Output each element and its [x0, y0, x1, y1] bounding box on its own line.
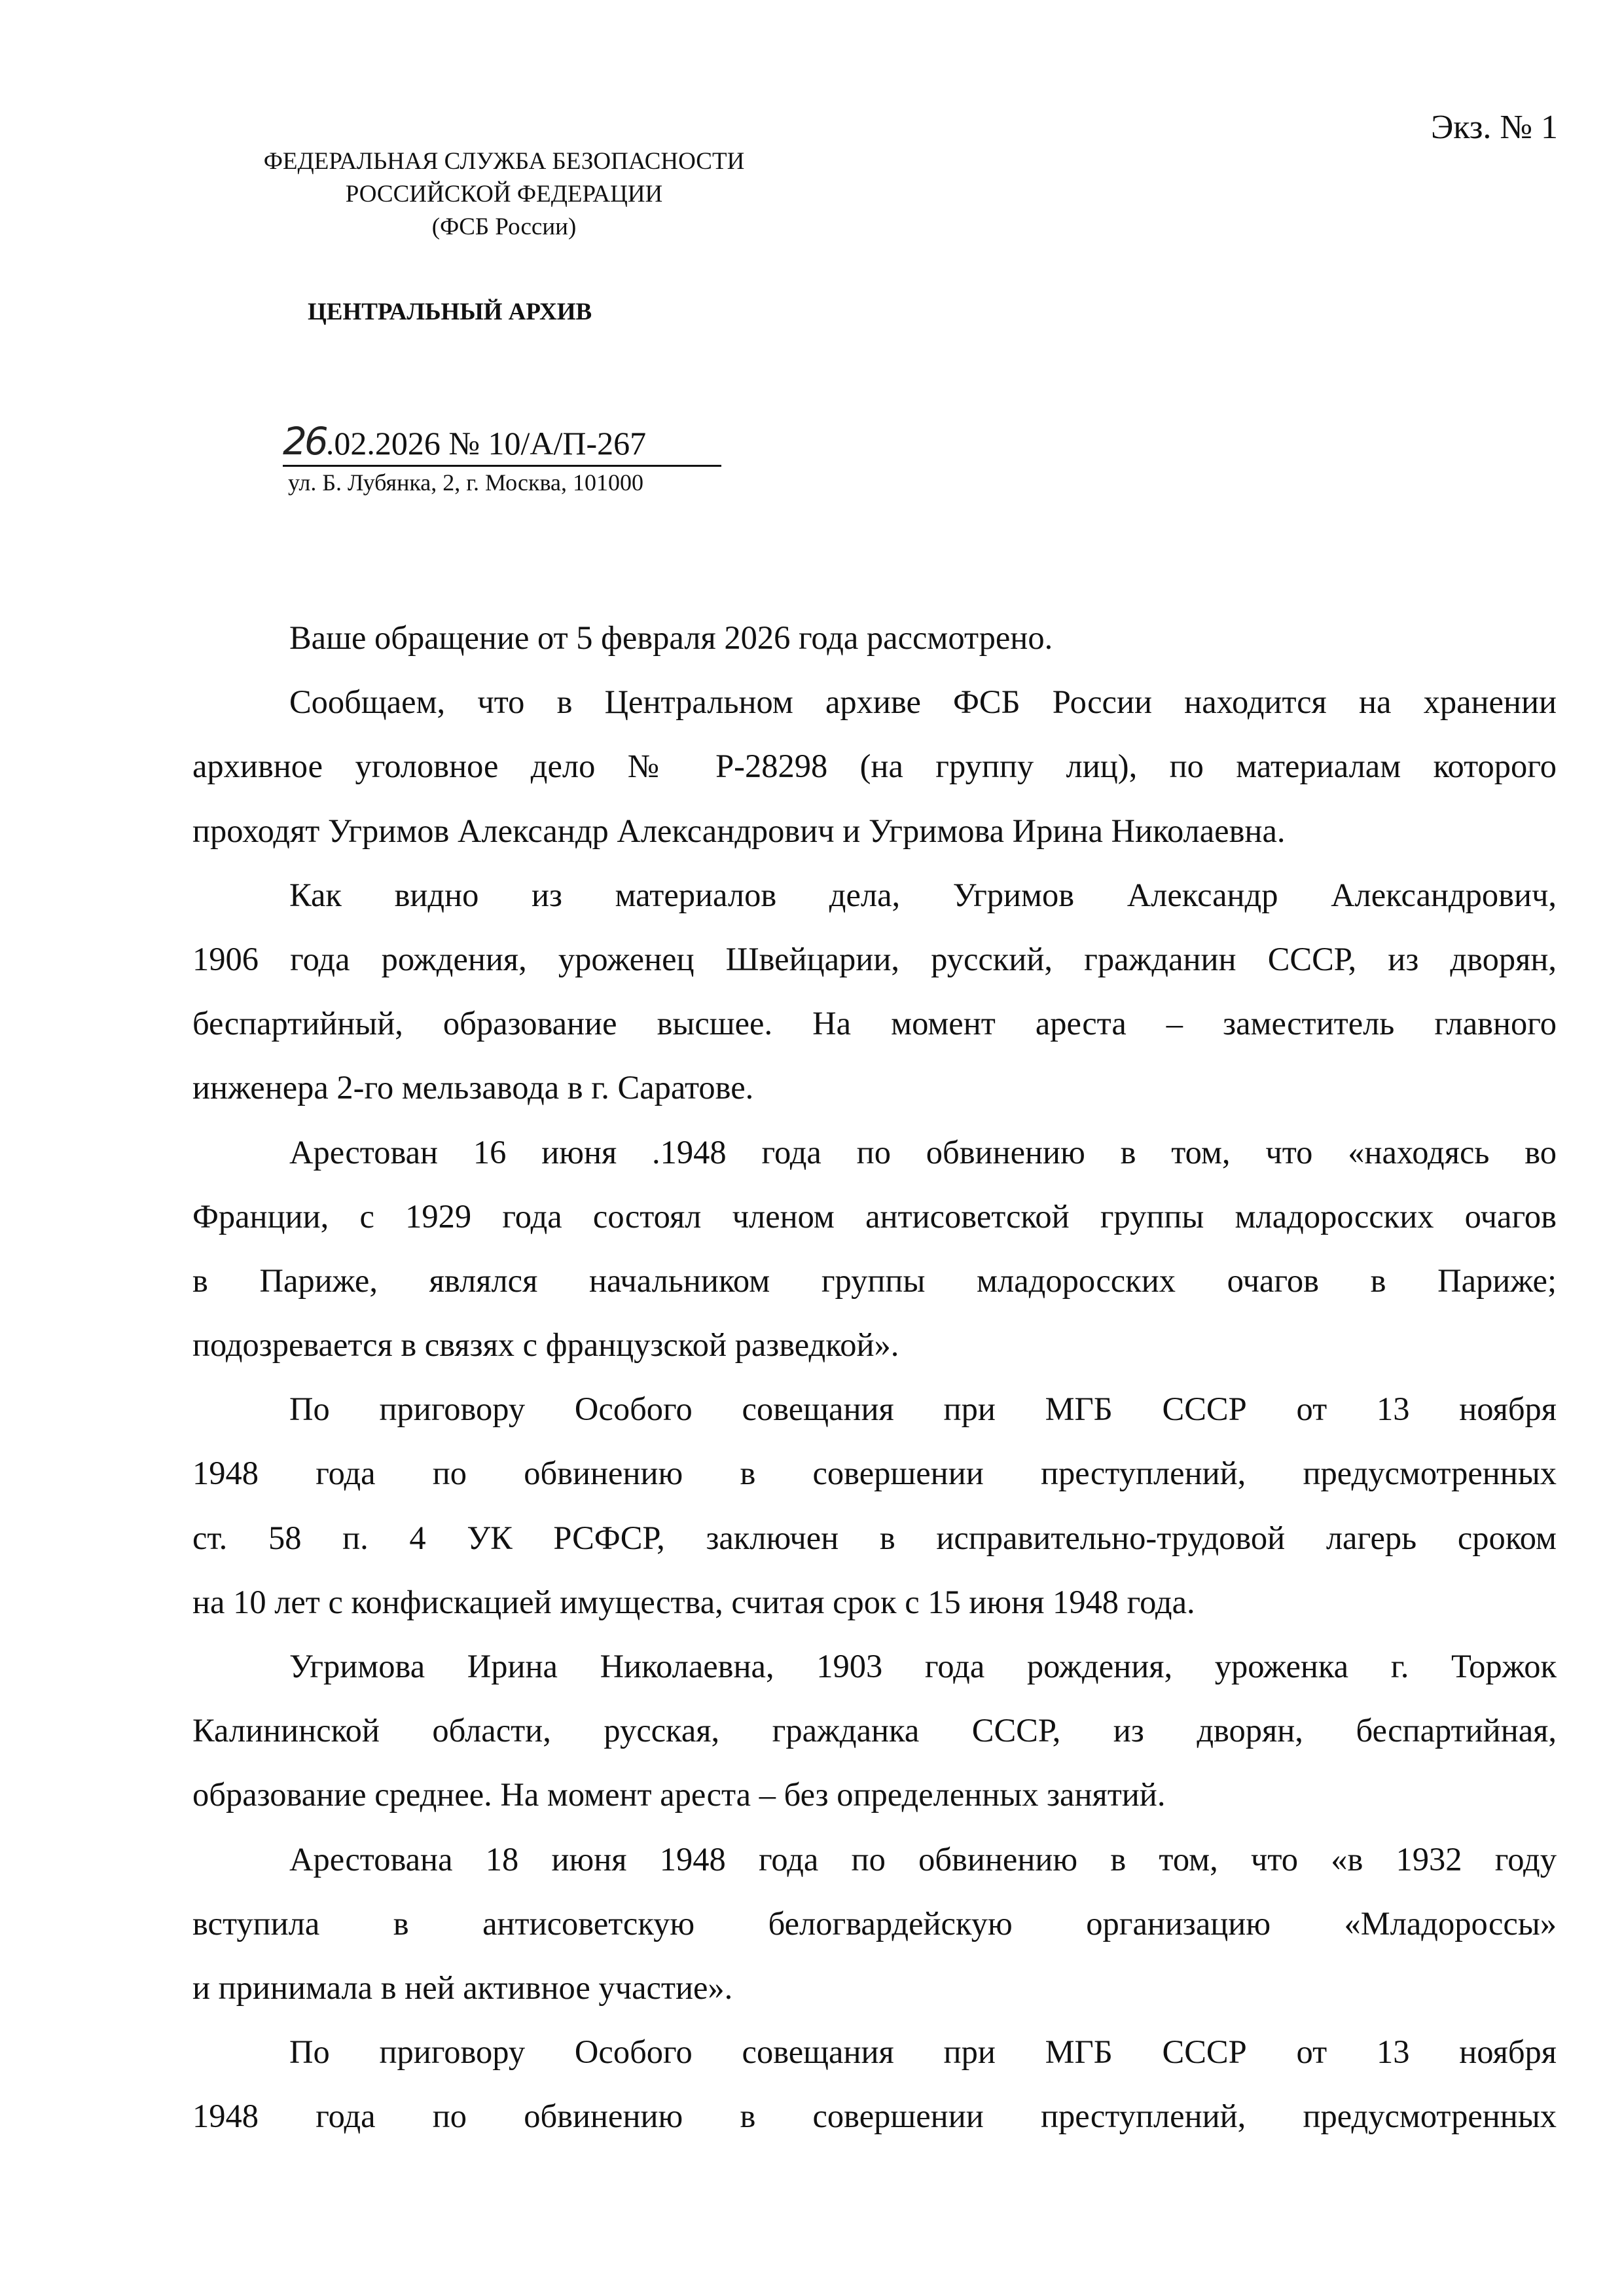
paragraph-line: беспартийный, образование высшее. На момент ареста – заместитель главного — [192, 1005, 1557, 1042]
paragraph-line: инженера 2-го мельзавода в г. Саратове. — [192, 1069, 754, 1106]
paragraph-line: образование среднее. На момент ареста – без определенных занятий. — [192, 1776, 1166, 1813]
document-reference — [283, 418, 721, 467]
paragraph-line: По приговору Особого совещания при МГБ СССР от 13 ноября — [289, 2033, 1557, 2071]
paragraph-line: подозревается в связях с французской разведкой». — [192, 1326, 899, 1364]
paragraph-line: Калининской области, русская, гражданка СССР, из дворян, беспартийная, — [192, 1712, 1557, 1749]
paragraph-line: на 10 лет с конфискацией имущества, считая срок с 15 июня 1948 года. — [192, 1583, 1195, 1620]
letter-body — [192, 606, 1557, 2149]
handwritten-day: 26 — [283, 419, 326, 464]
agency-header — [209, 145, 799, 244]
agency-name-line1: ФЕДЕРАЛЬНАЯ СЛУЖБА БЕЗОПАСНОСТИ — [263, 148, 745, 175]
paragraph-line: Сообщаем, что в Центральном архиве ФСБ России находится на хранении — [289, 683, 1557, 721]
paragraph-line: 1948 года по обвинению в совершении преступлений, предусмотренных — [192, 2098, 1557, 2135]
agency-name-line2: РОССИЙСКОЙ ФЕДЕРАЦИИ — [345, 181, 663, 208]
paragraph-line: и принимала в ней активное участие». — [192, 1969, 733, 2006]
paragraph-line: Франции, с 1929 года состоял членом антисоветской группы младоросских очагов — [192, 1197, 1557, 1235]
paragraph-line: вступила в антисоветскую белогвардейскую организацию «Младороссы» — [192, 1904, 1557, 1942]
paragraph-line: ст. 58 п. 4 УК РСФСР, заключен в исправительно-трудовой лагерь сроком — [192, 1519, 1557, 1556]
paragraph-line: в Париже, являлся начальником группы младоросских очагов в Париже; — [192, 1262, 1557, 1299]
paragraph-line: Ваше обращение от 5 февраля 2026 года рассмотрено. — [289, 619, 1053, 656]
department-name: ЦЕНТРАЛЬНЫЙ АРХИВ — [308, 299, 592, 325]
paragraph-line: Арестован 16 июня .1948 года по обвинению в том, что «находясь во — [289, 1133, 1557, 1171]
copy-number: Экз. № 1 — [1430, 109, 1558, 146]
paragraph-line: 1906 года рождения, уроженец Швейцарии, русский, гражданин СССР, из дворян, — [192, 940, 1557, 977]
paragraph-line: архивное уголовное дело № Р-28298 (на группу лиц), по материалам которого — [192, 748, 1557, 785]
agency-abbreviation: (ФСБ России) — [431, 213, 577, 240]
paragraph-line: Арестована 18 июня 1948 года по обвинению в том, что «в 1932 году — [289, 1840, 1557, 1878]
address: ул. Б. Лубянка, 2, г. Москва, 101000 — [288, 469, 643, 496]
paragraph-line: 1948 года по обвинению в совершении преступлений, предусмотренных — [192, 1455, 1557, 1492]
paragraph-line: Угримова Ирина Николаевна, 1903 года рождения, уроженка г. Торжок — [289, 1648, 1557, 1685]
date-and-number: .02.2026 № 10/А/П-267 — [325, 425, 647, 462]
paragraph-line: проходят Угримов Александр Александрович и Угримова Ирина Николаевна. — [192, 812, 1286, 849]
paragraph-line: По приговору Особого совещания при МГБ СССР от 13 ноября — [289, 1391, 1557, 1428]
paragraph-line: Как видно из материалов дела, Угримов Александр Александрович, — [289, 876, 1557, 913]
